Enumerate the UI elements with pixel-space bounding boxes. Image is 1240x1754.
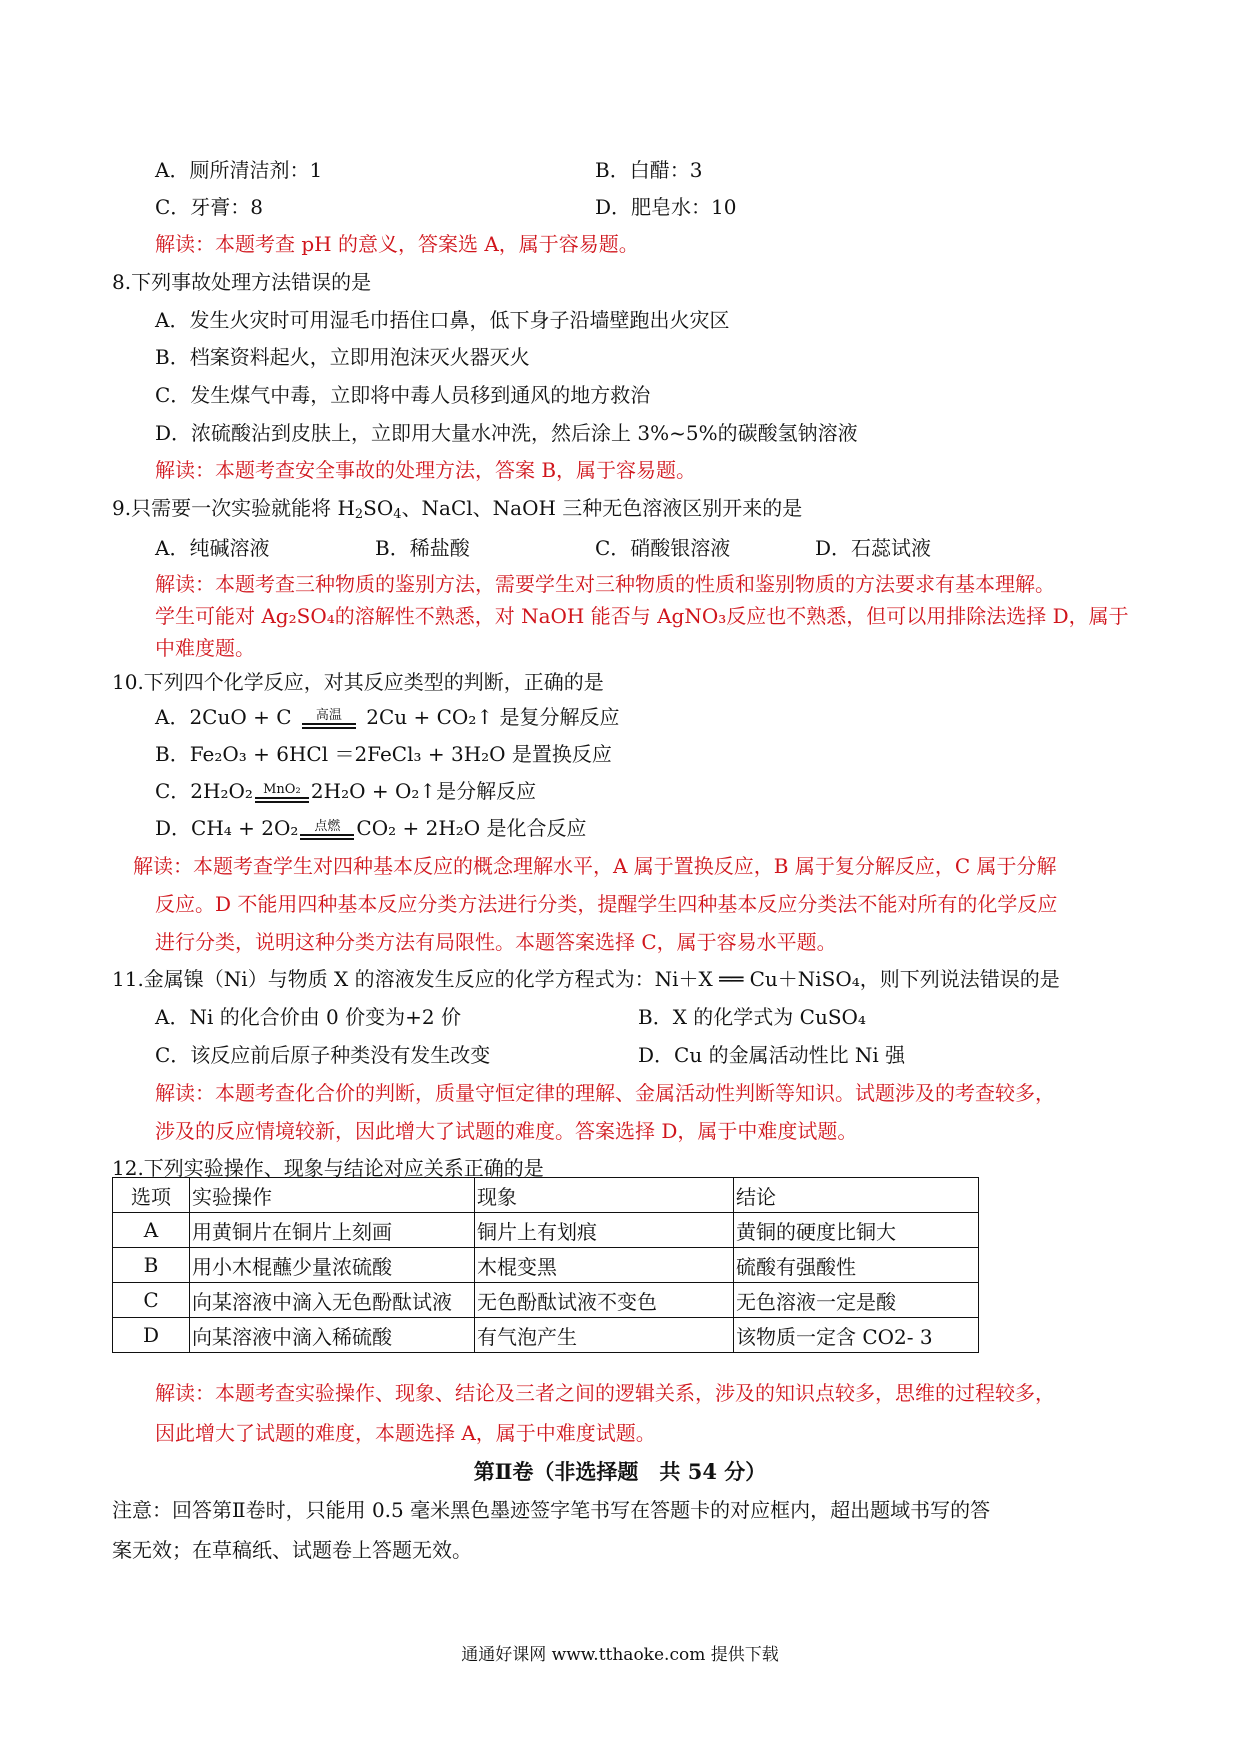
q7-option-d: D．肥皂水：10 — [595, 195, 737, 219]
table-header-cell: 实验操作 — [190, 1178, 475, 1213]
reaction-condition-label: 高温 — [315, 707, 342, 723]
q9-stem-mid: SO — [363, 496, 394, 520]
table-cell-option: A — [113, 1213, 190, 1248]
table-cell-option: C — [113, 1283, 190, 1318]
q9-explanation-line1: 解读：本题考查三种物质的鉴别方法，需要学生对三种物质的性质和鉴别物质的方法要求有基本理解。 — [155, 572, 1055, 596]
q9-stem — [112, 495, 802, 521]
reaction-condition-arrow — [302, 709, 356, 729]
reaction-condition-label: 点燃 — [314, 818, 341, 834]
reaction-condition-label: MnO₂ — [263, 781, 301, 797]
table-cell-phenomenon: 木棍变黑 — [475, 1248, 734, 1283]
table-cell-operation: 用黄铜片在铜片上刻画 — [190, 1213, 475, 1248]
q12-explanation-line2: 因此增大了试题的难度，本题选择 A，属于中难度试题。 — [155, 1421, 656, 1445]
q10-explanation-line3: 进行分类，说明这种分类方法有局限性。本题答案选择 C，属于容易水平题。 — [155, 930, 837, 954]
q9-explanation-line2: 学生可能对 Ag₂SO₄的溶解性不熟悉，对 NaOH 能否与 AgNO₃反应也不熟悉，但可以用排除法选择 D，属于 — [155, 604, 1129, 628]
q7-option-b: B．白醋：3 — [595, 158, 703, 182]
table-cell-operation: 向某溶液中滴入无色酚酞试液 — [190, 1283, 475, 1318]
table-header-cell: 结论 — [734, 1178, 979, 1213]
q8-explanation: 解读：本题考查安全事故的处理方法，答案 B，属于容易题。 — [155, 458, 697, 482]
table-header-row — [113, 1178, 979, 1213]
q8-stem: 8.下列事故处理方法错误的是 — [112, 270, 372, 294]
section-note-line1: 注意：回答第Ⅱ卷时，只能用 0.5 毫米黑色墨迹签字笔书写在答题卡的对应框内，超出题域书写的答 — [112, 1498, 991, 1522]
q9-option-b: B．稀盐酸 — [375, 536, 470, 560]
q9-stem-post: 、NaCl、NaOH 三种无色溶液区别开来的是 — [401, 496, 803, 520]
table-cell-phenomenon: 铜片上有划痕 — [475, 1213, 734, 1248]
table-cell-option: D — [113, 1318, 190, 1353]
page-footer: 通通好课网 www.tthaoke.com 提供下载 — [461, 1645, 779, 1665]
q10-explanation-line1: 解读：本题考查学生对四种基本反应的概念理解水平，A 属于置换反应，B 属于复分解反应，C 属于分解 — [133, 854, 1057, 878]
q9-stem-pre: 9.只需要一次实验就能将 H — [112, 496, 355, 520]
q7-explanation: 解读：本题考查 pH 的意义，答案选 A，属于容易题。 — [155, 232, 639, 256]
q11-explanation-line2: 涉及的反应情境较新，因此增大了试题的难度。答案选择 D，属于中难度试题。 — [155, 1119, 858, 1143]
q8-option-a: A．发生火灾时可用湿毛巾捂住口鼻，低下身子沿墙壁跑出火灾区 — [155, 308, 730, 332]
q11-option-b: B．X 的化学式为 CuSO₄ — [638, 1005, 866, 1029]
q7-option-a: A．厕所清洁剂：1 — [155, 158, 323, 182]
table-cell-conclusion: 无色溶液一定是酸 — [734, 1283, 979, 1318]
q10-option-c — [155, 778, 536, 804]
q11-option-a: A．Ni 的化合价由 0 价变为+2 价 — [155, 1005, 461, 1029]
q10-option-d — [155, 815, 587, 841]
table-cell-option: B — [113, 1248, 190, 1283]
q10-explanation-line2: 反应。D 不能用四种基本反应分类方法进行分类，提醒学生四种基本反应分类法不能对所有的化学反应 — [155, 892, 1058, 916]
table-row — [113, 1213, 979, 1248]
q12-stem: 12.下列实验操作、现象与结论对应关系正确的是 — [112, 1156, 544, 1180]
table-cell-conclusion: 该物质一定含 CO2- 3 — [734, 1318, 979, 1353]
q10-option-a-products: 2Cu + CO₂↑ 是复分解反应 — [366, 705, 620, 729]
table-row — [113, 1248, 979, 1283]
table-row — [113, 1318, 979, 1353]
q11-option-d: D．Cu 的金属活动性比 Ni 强 — [638, 1043, 906, 1067]
q10-option-d-products: CO₂ + 2H₂O 是化合反应 — [356, 816, 587, 840]
section-title: 第Ⅱ卷（非选择题 共 54 分） — [473, 1459, 767, 1484]
q10-option-c-products: 2H₂O + O₂↑是分解反应 — [310, 779, 537, 803]
q9-option-c: C．硝酸银溶液 — [595, 536, 731, 560]
table-row — [113, 1283, 979, 1318]
q12-table — [112, 1177, 979, 1353]
q10-option-d-reactants: D．CH₄ + 2O₂ — [155, 816, 299, 840]
q11-stem: 11.金属镍（Ni）与物质 X 的溶液发生反应的化学方程式为：Ni＋X ══ Cu＋NiSO₄，则下列说法错误的是 — [112, 967, 1060, 991]
q10-option-b: B．Fe₂O₃ + 6HCl ＝2FeCl₃ + 3H₂O 是置换反应 — [155, 742, 612, 766]
table-header-cell: 选项 — [113, 1178, 190, 1213]
q9-stem-sub2: 4 — [393, 507, 402, 522]
q10-option-a-reactants: A．2CuO + C — [155, 705, 292, 729]
q9-explanation-line3: 中难度题。 — [155, 636, 255, 660]
table-cell-operation: 用小木棍蘸少量浓硫酸 — [190, 1248, 475, 1283]
q8-option-c: C．发生煤气中毒，立即将中毒人员移到通风的地方救治 — [155, 383, 651, 407]
section-note-line2: 案无效；在草稿纸、试题卷上答题无效。 — [112, 1538, 472, 1562]
q8-option-b: B．档案资料起火，立即用泡沫灭火器灭火 — [155, 345, 530, 369]
q10-option-c-reactants: C．2H₂O₂ — [155, 779, 253, 803]
reaction-condition-arrow — [255, 783, 309, 803]
table-header-cell: 现象 — [475, 1178, 734, 1213]
q12-explanation-line1: 解读：本题考查实验操作、现象、结论及三者之间的逻辑关系，涉及的知识点较多，思维的过程较多， — [155, 1381, 1055, 1405]
q10-option-a — [155, 704, 619, 730]
table-cell-operation: 向某溶液中滴入稀硫酸 — [190, 1318, 475, 1353]
q9-option-d: D．石蕊试液 — [815, 536, 932, 560]
table-cell-conclusion: 黄铜的硬度比铜大 — [734, 1213, 979, 1248]
reaction-condition-arrow — [300, 820, 354, 840]
q7-option-c: C．牙膏：8 — [155, 195, 264, 219]
table-cell-phenomenon: 有气泡产生 — [475, 1318, 734, 1353]
q11-explanation-line1: 解读：本题考查化合价的判断，质量守恒定律的理解、金属活动性判断等知识。试题涉及的考查较多， — [155, 1081, 1055, 1105]
q9-option-a: A．纯碱溶液 — [155, 536, 270, 560]
table-cell-phenomenon: 无色酚酞试液不变色 — [475, 1283, 734, 1318]
table-cell-conclusion: 硫酸有强酸性 — [734, 1248, 979, 1283]
q8-option-d: D．浓硫酸沾到皮肤上，立即用大量水冲洗，然后涂上 3%~5%的碳酸氢钠溶液 — [155, 421, 858, 445]
q9-stem-sub1: 2 — [354, 507, 364, 522]
q10-stem: 10.下列四个化学反应，对其反应类型的判断，正确的是 — [112, 670, 604, 694]
q11-option-c: C．该反应前后原子种类没有发生改变 — [155, 1043, 491, 1067]
